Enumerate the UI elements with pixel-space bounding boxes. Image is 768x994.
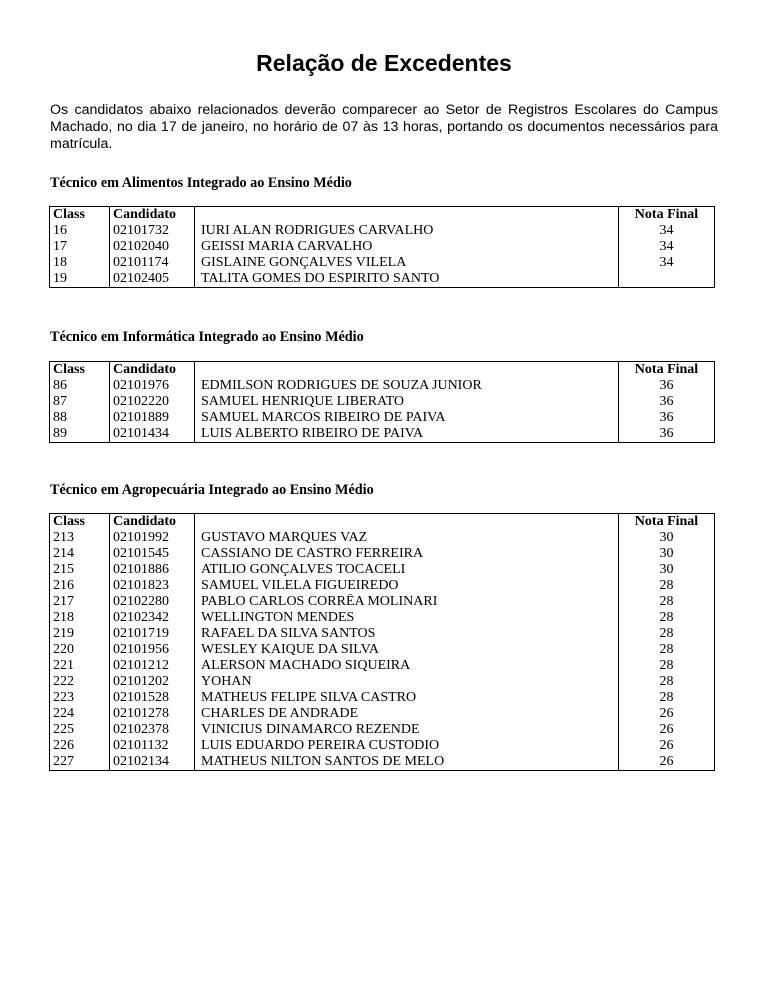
class-cell: 87: [50, 394, 110, 410]
class-cell: 219: [50, 626, 110, 642]
candidate-id-cell: 02101434: [110, 426, 195, 443]
final-grade-cell: 36: [619, 410, 715, 426]
candidate-name-cell: VINICIUS DINAMARCO REZENDE: [195, 722, 619, 738]
final-grade-cell: 36: [619, 394, 715, 410]
candidate-name-cell: MATHEUS FELIPE SILVA CASTRO: [195, 690, 619, 706]
candidate-name-cell: LUIS ALBERTO RIBEIRO DE PAIVA: [195, 426, 619, 443]
class-cell: 215: [50, 562, 110, 578]
final-grade-cell: 36: [619, 378, 715, 394]
class-cell: 19: [50, 271, 110, 288]
class-cell: 89: [50, 426, 110, 443]
class-cell: 17: [50, 239, 110, 255]
candidate-id-cell: 02102134: [110, 754, 195, 771]
candidate-name-cell: WELLINGTON MENDES: [195, 610, 619, 626]
table-row: [50, 255, 715, 271]
table-row: [50, 239, 715, 255]
candidate-name-cell: SAMUEL HENRIQUE LIBERATO: [195, 394, 619, 410]
section-heading-informatica: Técnico em Informática Integrado ao Ensino Médio: [50, 329, 364, 345]
candidate-id-cell: 02101976: [110, 378, 195, 394]
candidate-id-cell: 02102220: [110, 394, 195, 410]
candidate-id-cell: 02101202: [110, 674, 195, 690]
column-header-class: Class: [50, 514, 110, 531]
class-cell: 216: [50, 578, 110, 594]
final-grade-cell: 30: [619, 546, 715, 562]
final-grade-cell: 34: [619, 223, 715, 239]
candidate-id-cell: 02101212: [110, 658, 195, 674]
final-grade-cell: 30: [619, 562, 715, 578]
column-header-candidato: Candidato: [110, 514, 195, 531]
class-cell: 221: [50, 658, 110, 674]
candidate-id-cell: 02101278: [110, 706, 195, 722]
candidate-id-cell: 02101545: [110, 546, 195, 562]
candidate-name-cell: CASSIANO DE CASTRO FERREIRA: [195, 546, 619, 562]
table-row: [50, 658, 715, 674]
candidate-name-cell: EDMILSON RODRIGUES DE SOUZA JUNIOR: [195, 378, 619, 394]
final-grade-cell: 28: [619, 658, 715, 674]
candidate-name-cell: MATHEUS NILTON SANTOS DE MELO: [195, 754, 619, 771]
results-table-alimentos: [49, 206, 715, 288]
table-row: [50, 562, 715, 578]
results-table-agropecuaria: [49, 513, 715, 771]
candidate-name-cell: WESLEY KAIQUE DA SILVA: [195, 642, 619, 658]
table-row: [50, 530, 715, 546]
column-header-name: [195, 514, 619, 531]
table-row: [50, 271, 715, 288]
class-cell: 86: [50, 378, 110, 394]
candidate-id-cell: 02101528: [110, 690, 195, 706]
table-row: [50, 690, 715, 706]
final-grade-cell: 30: [619, 530, 715, 546]
section-heading-agropecuaria: Técnico em Agropecuária Integrado ao Ensino Médio: [50, 482, 374, 498]
candidate-name-cell: ATILIO GONÇALVES TOCACELI: [195, 562, 619, 578]
final-grade-cell: 28: [619, 626, 715, 642]
final-grade-cell: 26: [619, 706, 715, 722]
candidate-name-cell: PABLO CARLOS CORRÊA MOLINARI: [195, 594, 619, 610]
class-cell: 225: [50, 722, 110, 738]
table-header-row: [50, 362, 715, 379]
table-row: [50, 546, 715, 562]
table-row: [50, 223, 715, 239]
final-grade-cell: 26: [619, 754, 715, 771]
column-header-class: Class: [50, 207, 110, 224]
table-row: [50, 722, 715, 738]
results-table-informatica: [49, 361, 715, 443]
candidate-name-cell: TALITA GOMES DO ESPIRITO SANTO: [195, 271, 619, 288]
column-header-candidato: Candidato: [110, 362, 195, 379]
column-header-name: [195, 362, 619, 379]
final-grade-cell: 36: [619, 426, 715, 443]
column-header-nota: Nota Final: [619, 514, 715, 531]
candidate-id-cell: 02101132: [110, 738, 195, 754]
class-cell: 18: [50, 255, 110, 271]
class-cell: 218: [50, 610, 110, 626]
candidate-id-cell: 02101823: [110, 578, 195, 594]
candidate-id-cell: 02101889: [110, 410, 195, 426]
class-cell: 213: [50, 530, 110, 546]
class-cell: 227: [50, 754, 110, 771]
table-row: [50, 378, 715, 394]
class-cell: 16: [50, 223, 110, 239]
candidate-id-cell: 02102040: [110, 239, 195, 255]
table-row: [50, 410, 715, 426]
candidate-id-cell: 02102342: [110, 610, 195, 626]
class-cell: 88: [50, 410, 110, 426]
candidate-id-cell: 02102378: [110, 722, 195, 738]
candidate-name-cell: YOHAN: [195, 674, 619, 690]
table-header-row: [50, 514, 715, 531]
column-header-class: Class: [50, 362, 110, 379]
final-grade-cell: 34: [619, 239, 715, 255]
candidate-name-cell: SAMUEL MARCOS RIBEIRO DE PAIVA: [195, 410, 619, 426]
table-row: [50, 642, 715, 658]
table-row: [50, 754, 715, 771]
candidate-id-cell: 02102280: [110, 594, 195, 610]
table-row: [50, 610, 715, 626]
candidate-id-cell: 02101719: [110, 626, 195, 642]
table-row: [50, 706, 715, 722]
class-cell: 223: [50, 690, 110, 706]
final-grade-cell: 26: [619, 722, 715, 738]
candidate-name-cell: GISLAINE GONÇALVES VILELA: [195, 255, 619, 271]
class-cell: 220: [50, 642, 110, 658]
class-cell: 222: [50, 674, 110, 690]
column-header-nota: Nota Final: [619, 362, 715, 379]
final-grade-cell: 28: [619, 594, 715, 610]
candidate-id-cell: 02101174: [110, 255, 195, 271]
table-row: [50, 738, 715, 754]
class-cell: 224: [50, 706, 110, 722]
final-grade-cell: 34: [619, 255, 715, 271]
section-heading-alimentos: Técnico em Alimentos Integrado ao Ensino Médio: [50, 175, 352, 191]
class-cell: 217: [50, 594, 110, 610]
candidate-id-cell: 02101732: [110, 223, 195, 239]
page-title: Relação de Excedentes: [256, 50, 512, 76]
final-grade-cell: 28: [619, 690, 715, 706]
final-grade-cell: 26: [619, 738, 715, 754]
column-header-candidato: Candidato: [110, 207, 195, 224]
final-grade-cell: [619, 271, 715, 288]
candidate-name-cell: LUIS EDUARDO PEREIRA CUSTODIO: [195, 738, 619, 754]
candidate-name-cell: CHARLES DE ANDRADE: [195, 706, 619, 722]
final-grade-cell: 28: [619, 610, 715, 626]
candidate-name-cell: SAMUEL VILELA FIGUEIREDO: [195, 578, 619, 594]
candidate-id-cell: 02101886: [110, 562, 195, 578]
candidate-id-cell: 02101956: [110, 642, 195, 658]
candidate-name-cell: GEISSI MARIA CARVALHO: [195, 239, 619, 255]
table-row: [50, 626, 715, 642]
table-row: [50, 674, 715, 690]
column-header-nota: Nota Final: [619, 207, 715, 224]
candidate-name-cell: RAFAEL DA SILVA SANTOS: [195, 626, 619, 642]
table-row: [50, 578, 715, 594]
candidate-id-cell: 02101992: [110, 530, 195, 546]
table-header-row: [50, 207, 715, 224]
final-grade-cell: 28: [619, 578, 715, 594]
candidate-name-cell: IURI ALAN RODRIGUES CARVALHO: [195, 223, 619, 239]
candidate-name-cell: ALERSON MACHADO SIQUEIRA: [195, 658, 619, 674]
table-row: [50, 394, 715, 410]
table-row: [50, 426, 715, 443]
table-row: [50, 594, 715, 610]
candidate-id-cell: 02102405: [110, 271, 195, 288]
intro-paragraph: Os candidatos abaixo relacionados deverão comparecer ao Setor de Registros Escolares do Campus Machado, no dia 17 de janeiro, no horário de 07 às 13 horas, portando os documentos necessários para matrícula.: [50, 102, 718, 152]
final-grade-cell: 28: [619, 642, 715, 658]
candidate-name-cell: GUSTAVO MARQUES VAZ: [195, 530, 619, 546]
final-grade-cell: 28: [619, 674, 715, 690]
column-header-name: [195, 207, 619, 224]
class-cell: 214: [50, 546, 110, 562]
class-cell: 226: [50, 738, 110, 754]
